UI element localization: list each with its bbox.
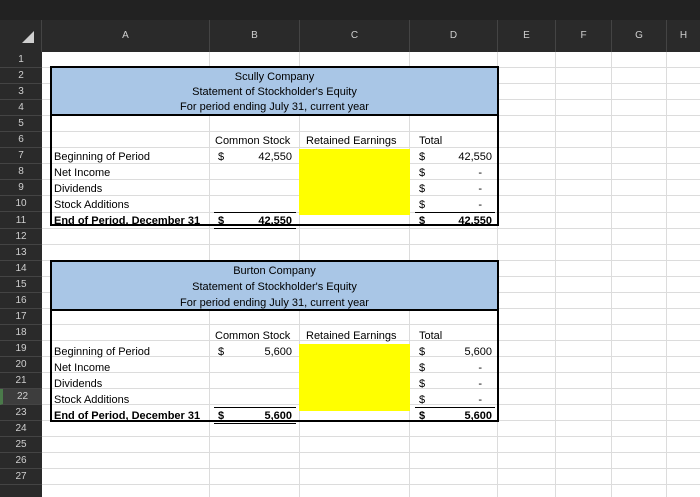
underline <box>214 228 296 229</box>
currency-sign: $ <box>419 410 426 422</box>
header-retained-earnings: Retained Earnings <box>306 135 397 147</box>
row-header-21[interactable]: 21 <box>0 373 42 389</box>
underline <box>415 212 495 213</box>
currency-sign: $ <box>218 215 225 227</box>
header-total: Total <box>419 330 443 342</box>
row-header-22[interactable]: 22 <box>0 389 42 405</box>
retained-earnings-input-area[interactable] <box>299 149 410 215</box>
total-begin: 42,550 <box>458 151 492 163</box>
table-border-right <box>497 309 499 422</box>
table-border-left <box>50 114 52 226</box>
statement-title: Statement of Stockholder's Equity <box>192 281 357 293</box>
row-label: Beginning of Period <box>54 151 151 163</box>
retained-earnings-input-area[interactable] <box>299 344 410 411</box>
currency-sign: $ <box>419 151 426 163</box>
currency-sign: $ <box>419 394 426 406</box>
row-header-16[interactable]: 16 <box>0 293 42 309</box>
currency-sign: $ <box>419 215 426 227</box>
row-label: Dividends <box>54 183 103 195</box>
currency-sign: $ <box>218 151 225 163</box>
table-border-right <box>497 114 499 226</box>
column-header-e[interactable]: E <box>498 20 556 52</box>
gridline <box>666 52 667 497</box>
underline <box>214 423 296 424</box>
company-name: Scully Company <box>234 71 315 83</box>
row-header-8[interactable]: 8 <box>0 164 42 180</box>
gridline <box>42 452 700 453</box>
scully-title-box <box>50 66 499 116</box>
row-header-4[interactable]: 4 <box>0 100 42 116</box>
header-total: Total <box>419 135 443 147</box>
gridline <box>42 228 700 229</box>
row-header-5[interactable]: 5 <box>0 116 42 132</box>
row-header-13[interactable]: 13 <box>0 245 42 261</box>
column-header-b[interactable]: B <box>210 20 300 52</box>
common-end: 5,600 <box>264 410 292 422</box>
currency-sign: $ <box>419 199 426 211</box>
row-header-10[interactable]: 10 <box>0 196 42 212</box>
row-label: Net Income <box>54 167 111 179</box>
burton-title-box <box>50 260 499 311</box>
row-header-19[interactable]: 19 <box>0 341 42 357</box>
header-retained-earnings: Retained Earnings <box>306 330 397 342</box>
column-header-g[interactable]: G <box>612 20 667 52</box>
gridline <box>42 131 700 132</box>
gridline <box>611 52 612 497</box>
currency-sign: $ <box>419 362 426 374</box>
row-header-12[interactable]: 12 <box>0 229 42 245</box>
header-common-stock: Common Stock <box>215 135 291 147</box>
total-dash: - <box>478 362 482 374</box>
select-all-corner[interactable] <box>0 20 42 52</box>
sheet-grid[interactable] <box>42 52 700 497</box>
column-header-h[interactable]: H <box>679 30 688 41</box>
row-header-24[interactable]: 24 <box>0 421 42 437</box>
common-begin: 42,550 <box>258 151 292 163</box>
row-label: Dividends <box>54 378 103 390</box>
company-name: Burton Company <box>233 265 316 277</box>
currency-sign: $ <box>419 183 426 195</box>
row-header-26[interactable]: 26 <box>0 453 42 469</box>
gridline <box>555 52 556 497</box>
common-end: 42,550 <box>258 215 292 227</box>
statement-title: Statement of Stockholder's Equity <box>192 86 357 98</box>
gridline <box>42 244 700 245</box>
row-header-17[interactable]: 17 <box>0 309 42 325</box>
row-label-end: End of Period, December 31 <box>54 410 201 422</box>
row-header-2[interactable]: 2 <box>0 68 42 84</box>
gridline <box>42 484 700 485</box>
row-header-20[interactable]: 20 <box>0 357 42 373</box>
row-header-15[interactable]: 15 <box>0 277 42 293</box>
currency-sign: $ <box>419 346 426 358</box>
row-header-6[interactable]: 6 <box>0 132 42 148</box>
total-dash: - <box>478 199 482 211</box>
underline <box>214 212 296 213</box>
row-header-27[interactable]: 27 <box>0 469 42 485</box>
table-border-left <box>50 309 52 422</box>
gridline <box>42 324 700 325</box>
gridline <box>42 436 700 437</box>
currency-sign: $ <box>218 346 225 358</box>
row-label: Net Income <box>54 362 111 374</box>
total-dash: - <box>478 183 482 195</box>
underline <box>214 407 296 408</box>
row-header-7[interactable]: 7 <box>0 148 42 164</box>
total-dash: - <box>478 378 482 390</box>
total-end: 5,600 <box>464 410 492 422</box>
total-begin: 5,600 <box>464 346 492 358</box>
currency-sign: $ <box>419 167 426 179</box>
select-all-icon <box>22 31 34 43</box>
row-header-23[interactable]: 23 <box>0 405 42 421</box>
currency-sign: $ <box>419 378 426 390</box>
column-header-f[interactable]: F <box>556 20 612 52</box>
column-header-bar <box>0 20 700 52</box>
total-dash: - <box>478 167 482 179</box>
row-header-18[interactable]: 18 <box>0 325 42 341</box>
row-label: Beginning of Period <box>54 346 151 358</box>
row-header-3[interactable]: 3 <box>0 84 42 100</box>
underline <box>415 407 495 408</box>
row-header-25[interactable]: 25 <box>0 437 42 453</box>
currency-sign: $ <box>218 410 225 422</box>
total-end: 42,550 <box>458 215 492 227</box>
header-common-stock: Common Stock <box>215 330 291 342</box>
period-title: For period ending July 31, current year <box>180 297 369 309</box>
row-label-end: End of Period, December 31 <box>54 215 201 227</box>
column-header-a[interactable]: A <box>42 20 210 52</box>
common-begin: 5,600 <box>264 346 292 358</box>
period-title: For period ending July 31, current year <box>180 101 369 113</box>
row-label: Stock Additions <box>54 394 130 406</box>
app-toolbar-strip <box>0 0 700 20</box>
row-header-11[interactable]: 11 <box>0 213 42 229</box>
row-header-bar <box>0 52 42 497</box>
column-header-d[interactable]: D <box>410 20 498 52</box>
column-header-c[interactable]: C <box>300 20 410 52</box>
total-dash: - <box>478 394 482 406</box>
row-label: Stock Additions <box>54 199 130 211</box>
gridline <box>42 468 700 469</box>
row-header-9[interactable]: 9 <box>0 180 42 196</box>
row-header-1[interactable]: 1 <box>0 52 42 68</box>
row-header-14[interactable]: 14 <box>0 261 42 277</box>
